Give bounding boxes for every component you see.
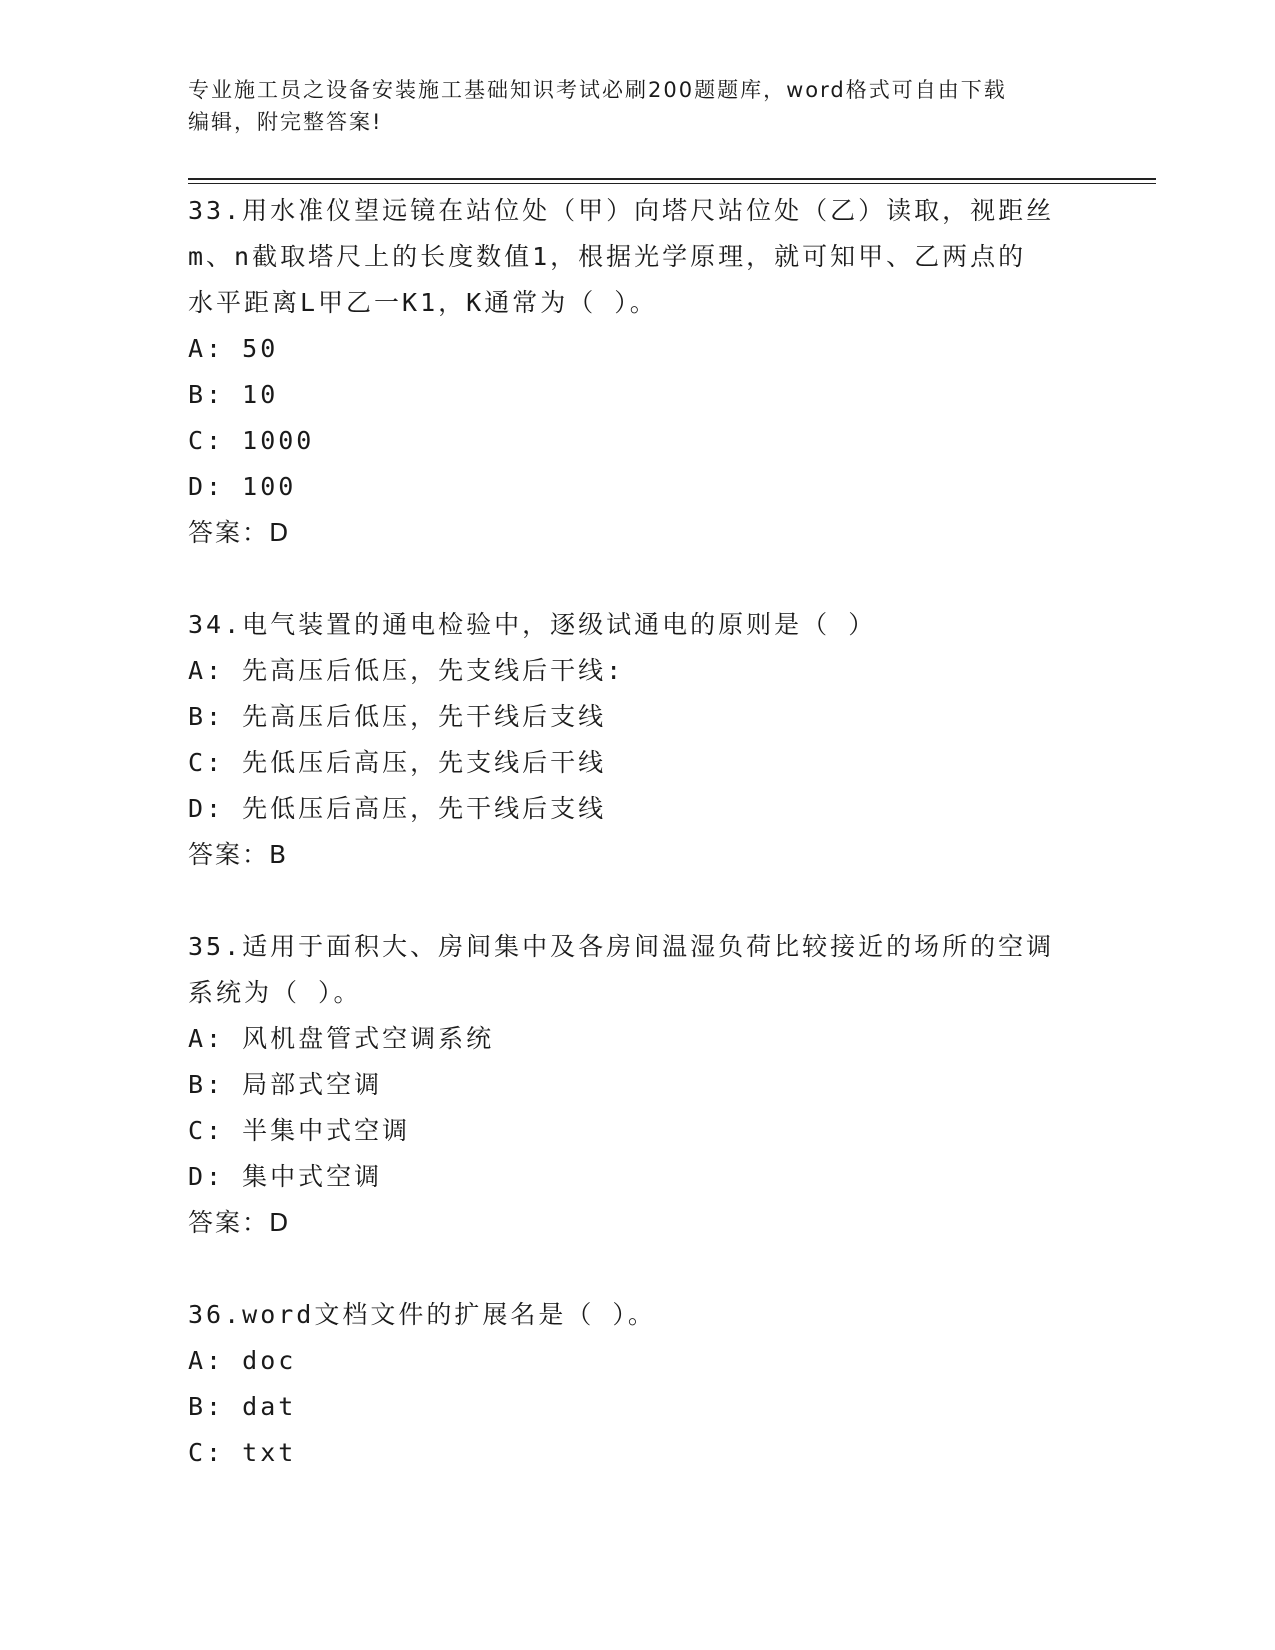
question-text-line: 34.电气装置的通电检验中，逐级试通电的原则是（ ） (188, 610, 877, 639)
option-a: A: 先高压后低压，先支线后干线: (188, 656, 625, 685)
answer-label: 答案：D (188, 518, 291, 547)
header-title-line-2: 编辑，附完整答案! (188, 110, 383, 134)
option-d: D: 100 (188, 472, 297, 501)
question-33 (188, 188, 1088, 556)
option-b: B: 先高压后低压，先干线后支线 (188, 702, 607, 731)
question-34 (188, 602, 1088, 878)
option-b: B: 局部式空调 (188, 1070, 383, 1099)
option-c: C: 半集中式空调 (188, 1116, 411, 1145)
question-text-line: 系统为（ ）。 (188, 978, 362, 1007)
question-text-line: 水平距离L甲乙一K1，K通常为（ ）。 (188, 288, 658, 317)
option-d: D: 集中式空调 (188, 1162, 383, 1191)
question-text-line: 35.适用于面积大、房间集中及各房间温湿负荷比较接近的场所的空调 (188, 932, 1055, 961)
document-header (188, 74, 1068, 138)
option-b: B: dat (188, 1392, 297, 1421)
question-text-line: 36.word文档文件的扩展名是（ ）。 (188, 1300, 656, 1329)
option-c: C: 先低压后高压，先支线后干线 (188, 748, 607, 777)
option-c: C: 1000 (188, 426, 315, 455)
header-divider-thin (188, 183, 1156, 184)
option-a: A: 风机盘管式空调系统 (188, 1024, 495, 1053)
question-text-line: 33.用水准仪望远镜在站位处（甲）向塔尺站位处（乙）读取，视距丝 (188, 196, 1055, 225)
option-d: D: 先低压后高压，先干线后支线 (188, 794, 607, 823)
question-36 (188, 1292, 1088, 1476)
header-divider-thick (188, 178, 1156, 180)
option-a: A: 50 (188, 334, 279, 363)
option-a: A: doc (188, 1346, 297, 1375)
option-c: C: txt (188, 1438, 297, 1467)
question-list (188, 188, 1088, 1476)
header-title-line-1: 专业施工员之设备安装施工基础知识考试必刷200题题库，word格式可自由下载 (188, 78, 1007, 102)
option-b: B: 10 (188, 380, 279, 409)
answer-label: 答案：B (188, 840, 289, 869)
question-35 (188, 924, 1088, 1246)
answer-label: 答案：D (188, 1208, 291, 1237)
question-text-line: m、n截取塔尺上的长度数值1，根据光学原理，就可知甲、乙两点的 (188, 242, 1027, 271)
